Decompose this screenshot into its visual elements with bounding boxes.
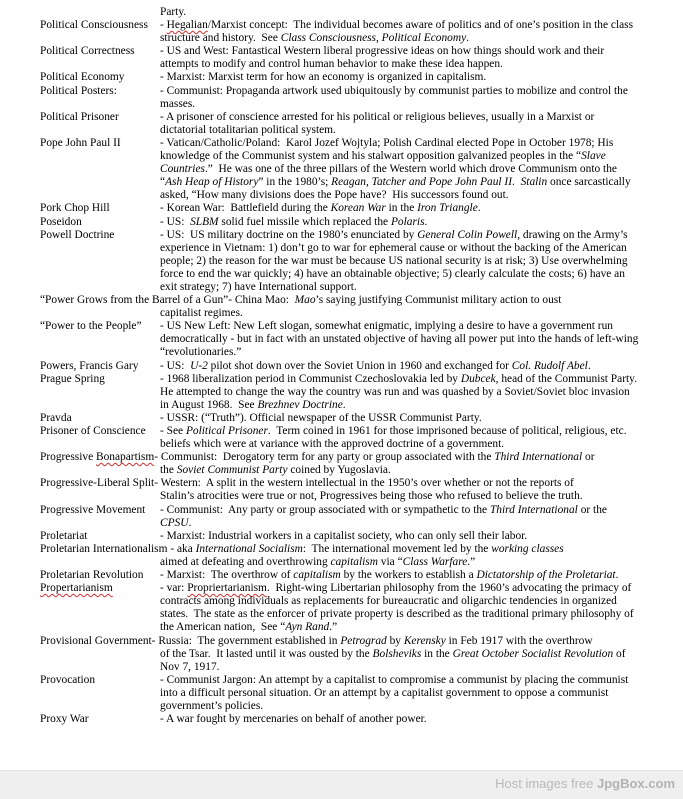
image-host-footer: [0, 770, 683, 799]
glossary-entry: [40, 504, 640, 530]
entry-definition: - See Political Prisoner. Term coined in 1961 for those imprisoned because of political, religious, etc. beliefs which were at variance with the approved doctrine of a government.: [160, 425, 627, 451]
entry-definition: Provisional Government- Russia: The government established in Petrograd by Kerensky in Feb 1917 with the overthrow of the Tsar. It lasted until it was ousted by the Bolsheviks in the Great October Socialist Revolution of Nov 7, 1917.: [40, 634, 626, 673]
entry-term: Progressive Movement: [40, 503, 146, 516]
entry-definition: Progressive Bonapartism- Communist: Derogatory term for any party or group associated with the Third International or the Soviet Communist Party coined by Yugoslavia.: [40, 451, 595, 477]
glossary-entry: [40, 320, 640, 359]
glossary-entry: [40, 530, 640, 543]
entry-definition: - US New Left: New Left slogan, somewhat enigmatic, implying a desire to have a government run democratically - but in fact with an unstated objective of having all power put into the hands of left-wing “revolutionaries.”: [160, 320, 639, 359]
entry-definition: - var: Propriertarianism. Right-wing Libertarian philosophy from the 1960’s advocating the primacy of contracts among individuals as replacements for bureaucratic and oligarchic tendencies in organized states. The state as the enforcer of private property is described as the traditional primary philosophy of the American nation, See “Ayn Rand.”: [160, 582, 634, 634]
entry-term: Powers, Francis Gary: [40, 359, 139, 372]
entry-definition: - Korean War: Battlefield during the Korean War in the Iron Triangle.: [160, 202, 481, 215]
watermark-prefix: Host images free: [495, 776, 597, 791]
entry-definition: - Marxist: Industrial workers in a capitalist society, who can only sell their labor.: [160, 529, 528, 542]
entry-term: Political Consciousness: [40, 19, 148, 32]
entry-definition: - A prisoner of conscience arrested for his political or religious believes, usually in a Marxist or dictatorial totalitarian political system.: [160, 110, 595, 136]
glossary: [40, 6, 640, 726]
entry-term: Pope John Paul II: [40, 136, 121, 149]
glossary-entry: [40, 216, 640, 229]
entry-definition: - Marxist: Marxist term for how an economy is organized in capitalism.: [160, 71, 487, 84]
entry-term: Political Correctness: [40, 45, 135, 58]
entry-term: Political Prisoner: [40, 110, 119, 123]
entry-definition: - US: SLBM solid fuel missile which replaced the Polaris.: [160, 215, 428, 228]
spellcheck-word: Propriertarianism: [187, 582, 267, 595]
glossary-entry: [40, 674, 640, 713]
glossary-entry: [40, 425, 640, 451]
entry-term: Prague Spring: [40, 372, 105, 385]
glossary-entry: [40, 635, 640, 674]
entry-definition: - US and West: Fantastical Western liberal progressive ideas on how things should work and their attempts to modify and control human behavior to make these idea happen.: [160, 45, 605, 71]
glossary-entry: [40, 360, 640, 373]
glossary-entry: [40, 294, 640, 320]
glossary-entry: [40, 569, 640, 582]
watermark: [495, 776, 675, 791]
glossary-entry: [40, 412, 640, 425]
glossary-entry: [40, 451, 640, 477]
entry-definition: - US: US military doctrine on the 1980’s enunciated by General Colin Powell, drawing on the Army’s experience in Vietnam: 1) don’t go to war for ephemeral cause or without the backing of the American people; 2) the reason for the war must be because US national security is at risk; 3) Use overwhelming force to end the war quickly; 4) have an obtainable objective; 5) clearly calculate the costs; 6) have an exit strategy; 7) have International support.: [160, 228, 628, 293]
glossary-entry: [40, 71, 640, 84]
entry-definition: - Marxist: The overthrow of capitalism by the workers to establish a Dictatorship of the Proletariat.: [160, 569, 619, 582]
entry-definition: - Hegalian/Marxist concept: The individual becomes aware of politics and of one’s position in the class structure and history. See Class Consciousness, Political Economy.: [160, 19, 634, 45]
watermark-brand: JpgBox.com: [596, 776, 675, 791]
entry-term: Proletarian Revolution: [40, 569, 144, 582]
glossary-entry: [40, 137, 640, 202]
spellcheck-word: Hegalian: [166, 19, 208, 32]
entry-term: Political Economy: [40, 71, 125, 84]
entry-term: Poseidon: [40, 215, 82, 228]
entry-term: Provocation: [40, 673, 96, 686]
glossary-entry: [40, 45, 640, 71]
spellcheck-word: Propertarianism: [40, 582, 113, 595]
glossary-entry: [40, 85, 640, 111]
entry-definition: Proletarian Internationalism - aka International Socialism: The international movement led by the working classes aimed at defeating and overthrowing capitalism via “Class Warfare.”: [40, 542, 564, 568]
entry-term: Pork Chop Hill: [40, 202, 110, 215]
entry-term: Prisoner of Conscience: [40, 425, 146, 437]
entry-term: Political Posters:: [40, 84, 117, 97]
entry-term: Proletariat: [40, 529, 88, 542]
glossary-entry: [40, 713, 640, 726]
glossary-entry: [40, 111, 640, 137]
entry-term: Pravda: [40, 411, 72, 424]
entry-definition: - Communist: Any party or group associated with or sympathetic to the Third International or the CPSU.: [160, 503, 607, 529]
entry-definition: Progressive-Liberal Split- Western: A split in the western intellectual in the 1950’s over whether or not the reports of Stalin’s atrocities were true or not, Progressives being those who refused to believe the truth.: [40, 477, 583, 503]
entry-term: “Power to the People”: [40, 320, 142, 333]
entry-definition: - USSR: (“Truth”). Official newspaper of the USSR Communist Party.: [160, 411, 482, 424]
entry-definition: - US: U-2 pilot shot down over the Soviet Union in 1960 and exchanged for Col. Rudolf Abel.: [160, 359, 591, 372]
glossary-entry: [40, 543, 640, 569]
glossary-entry: [40, 477, 640, 503]
continued-line: Party.: [160, 6, 187, 18]
entry-definition: - Communist Jargon: An attempt by a capitalist to compromise a communist by placing the communist into a difficult personal situation. Or an attempt by a capitalist government to oppose a communist government’s policies.: [160, 673, 629, 712]
glossary-entry: [40, 229, 640, 294]
glossary-entry: [40, 202, 640, 215]
glossary-entry: [40, 19, 640, 45]
spellcheck-word: Bonapartism: [96, 451, 155, 464]
glossary-entry: [40, 582, 640, 634]
entry-definition: - 1968 liberalization period in Communist Czechoslovakia led by Dubcek, head of the Communist Party. He attempted to change the way the country was run and was quashed by a Soviet/Soviet bloc invasion in August 1968. See Brezhnev Doctrine.: [160, 372, 640, 411]
entry-term: Proxy War: [40, 713, 89, 726]
entry-definition: “Power Grows from the Barrel of a Gun”- China Mao: Mao’s saying justifying Communist military action to oust capitalist regimes.: [40, 294, 562, 320]
entry-term: [40, 582, 158, 634]
entry-definition: - A war fought by mercenaries on behalf of another power.: [160, 713, 427, 726]
entry-term: Powell Doctrine: [40, 228, 115, 241]
entry-definition: - Communist: Propaganda artwork used ubiquitously by communist parties to mobilize and control the masses.: [160, 84, 628, 110]
glossary-entry: [40, 373, 640, 412]
entry-definition: - Vatican/Catholic/Poland: Karol Jozef Wojtyla; Polish Cardinal elected Pope in October 1978; His knowledge of the Communist system and his stalwart opposition galvanized peoples in the “Slave Countries.” He was one of the three pillars of the Western world which drove Communism onto the “Ash Heap of History” in the 1980’s; Reagan, Tatcher and Pope John Paul II. Stalin once sarcastically asked, “How many divisions does the Pope have? His successors found out.: [160, 136, 631, 202]
